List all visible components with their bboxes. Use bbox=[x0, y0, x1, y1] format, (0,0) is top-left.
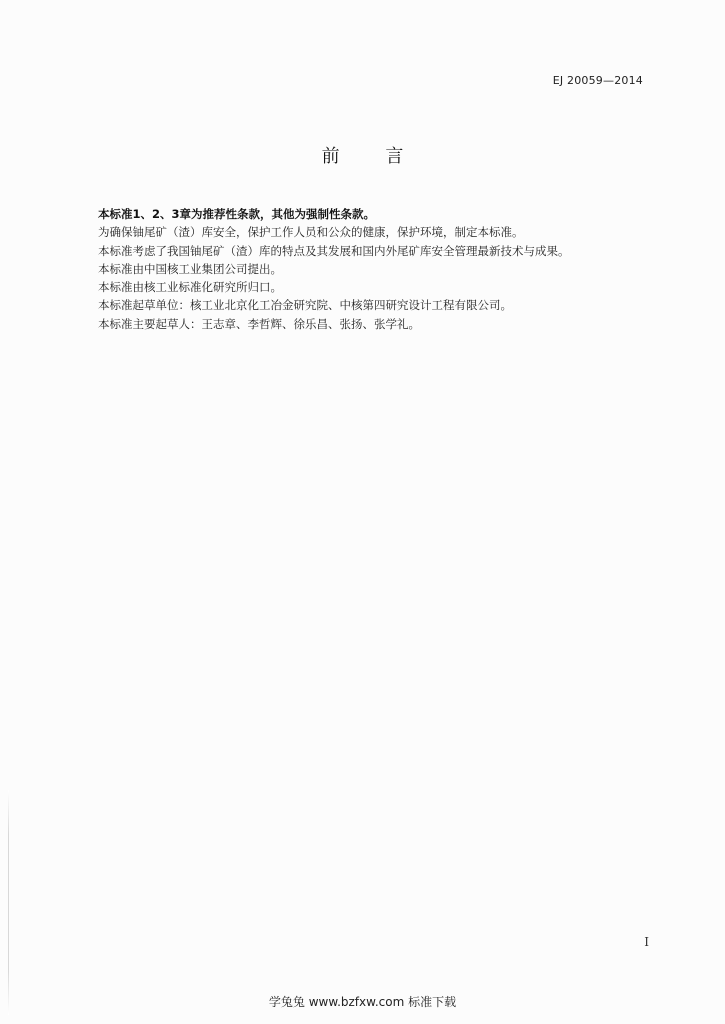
paragraph-5: 本标准由核工业标准化研究所归口。 bbox=[98, 280, 282, 295]
page-title: 前 言 bbox=[321, 146, 424, 167]
paragraph-2: 为确保铀尾矿（渣）库安全，保护工作人员和公众的健康，保护环境，制定本标准。 bbox=[98, 225, 524, 240]
footer-watermark: 学兔兔 www.bzfxw.com 标准下载 bbox=[268, 995, 457, 1009]
paragraph-7: 本标准主要起草人：王志章、李哲辉、徐乐昌、张扬、张学礼。 bbox=[98, 316, 420, 331]
scan-edge-line bbox=[8, 790, 9, 1015]
paragraph-6: 本标准起草单位：核工业北京化工冶金研究院、中核第四研究设计工程有限公司。 bbox=[98, 298, 512, 313]
paragraph-3: 本标准考虑了我国铀尾矿（渣）库的特点及其发展和国内外尾矿库安全管理最新技术与成果。 bbox=[98, 243, 570, 258]
standard-number: EJ 20059—2014 bbox=[552, 74, 643, 87]
foreword-body bbox=[98, 205, 658, 333]
page-number: I bbox=[644, 935, 649, 949]
paragraph-1: 本标准1、2、3章为推荐性条款，其他为强制性条款。 bbox=[98, 207, 376, 221]
paragraph-4: 本标准由中国核工业集团公司提出。 bbox=[98, 261, 282, 276]
